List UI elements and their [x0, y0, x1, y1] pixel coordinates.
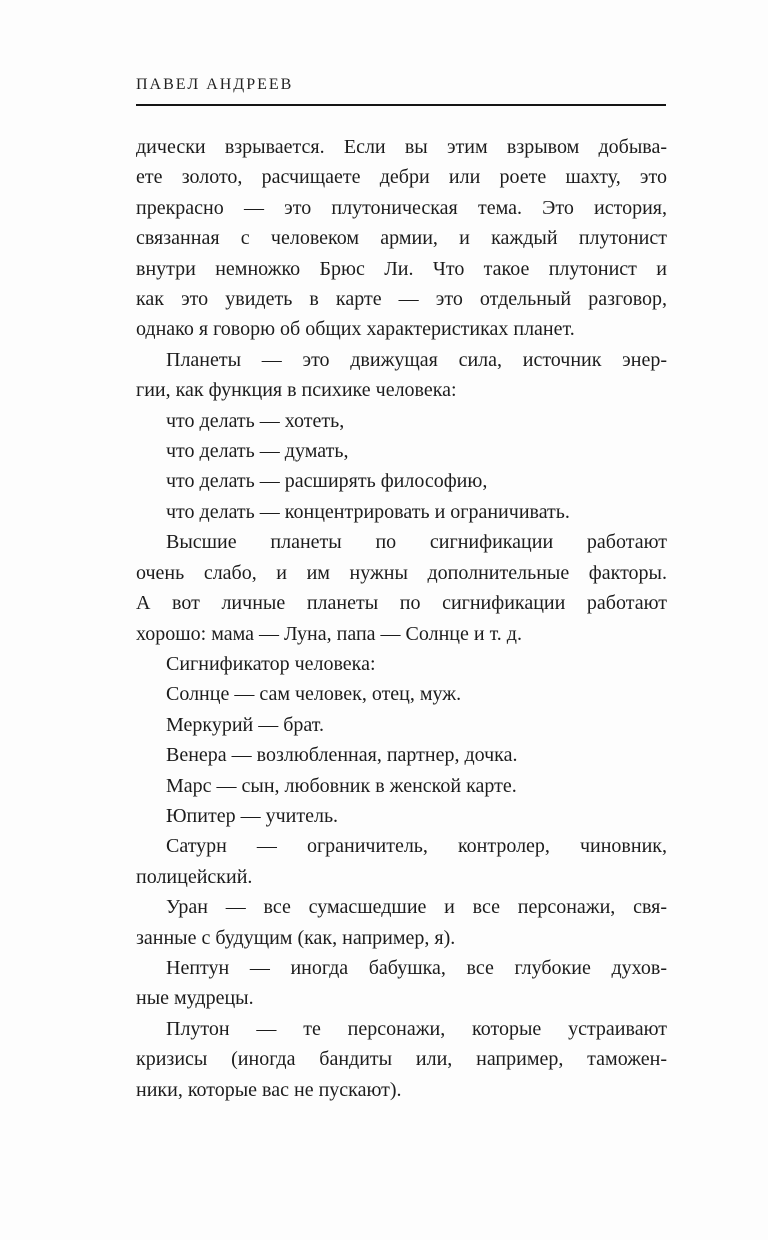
text-line: гии, как функция в психике человека:	[136, 379, 457, 402]
text-line: Сигнификатор человека:	[166, 652, 376, 675]
text-line: Нептун — иногда бабушка, все глубокие духов-	[166, 956, 667, 979]
paragraph	[136, 466, 667, 496]
text-line: кризисы (иногда бандиты или, например, таможен-	[136, 1048, 667, 1071]
paragraph	[136, 740, 667, 770]
text-line: Сатурн — ограничитель, контролер, чиновник,	[166, 835, 667, 858]
paragraph	[136, 132, 667, 345]
text-line: как это увидеть в карте — это отдельный разговор,	[136, 288, 667, 311]
paragraph	[136, 527, 667, 649]
text-line: что делать — думать,	[166, 440, 349, 463]
text-line: что делать — хотеть,	[166, 409, 345, 432]
text-line: Высшие планеты по сигнификации работают	[166, 531, 667, 554]
text-line: А вот личные планеты по сигнификации работают	[136, 592, 667, 615]
text-line: Юпитер — учитель.	[166, 804, 339, 827]
text-line: ете золото, расчищаете дебри или роете шахту, это	[136, 166, 667, 189]
text-line: однако я говорю об общих характеристиках планет.	[136, 318, 575, 341]
text-line: Солнце — сам человек, отец, муж.	[166, 683, 462, 706]
paragraph	[136, 831, 667, 892]
paragraph	[136, 345, 667, 406]
text-line: очень слабо, и им нужны дополнительные факторы.	[136, 561, 667, 584]
text-line: ники, которые вас не пускают).	[136, 1078, 402, 1101]
author-name: ПАВЕЛ АНДРЕЕВ	[136, 76, 294, 93]
paragraph	[136, 953, 667, 1014]
text-line: Марс — сын, любовник в женской карте.	[166, 774, 517, 797]
text-line: что делать — концентрировать и ограничивать.	[166, 500, 570, 523]
text-line: хорошо: мама — Луна, папа — Солнце и т. д.	[136, 622, 522, 645]
paragraph	[136, 679, 667, 709]
text-line: прекрасно — это плутоническая тема. Это история,	[136, 196, 667, 219]
text-line: ные мудрецы.	[136, 987, 254, 1010]
text-line: что делать — расширять философию,	[166, 470, 488, 493]
running-header	[136, 76, 666, 106]
paragraph	[136, 406, 667, 436]
paragraph	[136, 436, 667, 466]
text-body	[136, 132, 667, 1105]
text-line: дически взрывается. Если вы этим взрывом добыва-	[136, 136, 667, 158]
text-line: Меркурий — брат.	[166, 713, 325, 736]
text-line: Плутон — те персонажи, которые устраивают	[166, 1017, 667, 1040]
text-line: занные с будущим (как, например, я).	[136, 926, 456, 949]
paragraph	[136, 649, 667, 679]
header-rule	[136, 104, 666, 106]
paragraph	[136, 771, 667, 801]
text-line: Венера — возлюбленная, партнер, дочка.	[166, 744, 518, 767]
text-line: связанная с человеком армии, и каждый плутонист	[136, 227, 667, 250]
paragraph	[136, 1014, 667, 1105]
text-line: Уран — все сумасшедшие и все персонажи, свя-	[166, 896, 667, 919]
text-line: внутри немножко Брюс Ли. Что такое плутонист и	[136, 257, 667, 280]
paragraph	[136, 801, 667, 831]
text-line: Планеты — это движущая сила, источник энер-	[166, 348, 667, 371]
text-line: полицейский.	[136, 865, 253, 888]
paragraph	[136, 892, 667, 953]
paragraph	[136, 710, 667, 740]
paragraph	[136, 497, 667, 527]
